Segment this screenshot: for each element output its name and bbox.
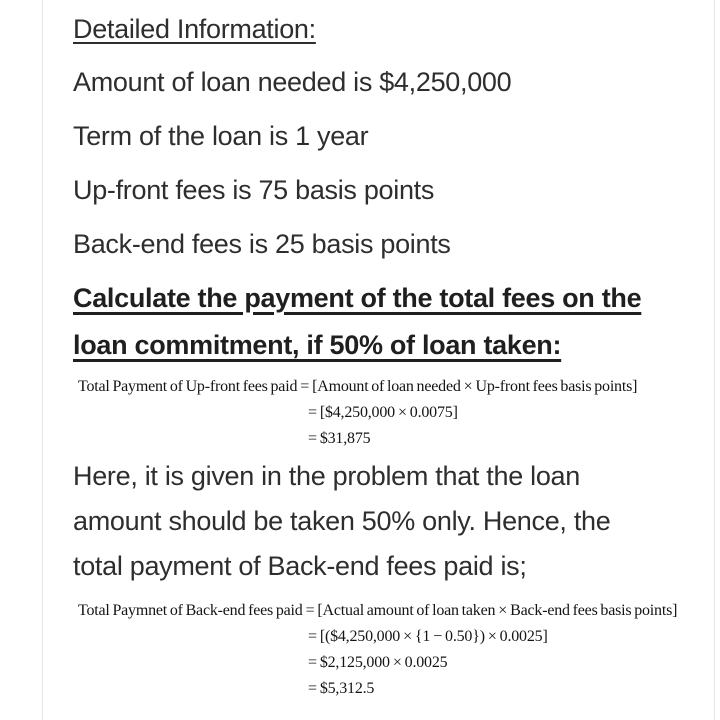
question-heading-line-2: loan commitment, if 50% of loan taken:: [73, 330, 562, 360]
formula-upfront-result: = $31,875: [308, 430, 371, 447]
explanation-line-1: Here, it is given in the problem that the loan: [73, 461, 580, 491]
fact-backend-fees: Back-end fees is 25 basis points: [73, 229, 451, 259]
formula-upfront-substitution: = [$4,250,000 × 0.0075]: [308, 404, 458, 421]
formula-backend-substitution: = [($4,250,000 × {1 − 0.50}) × 0.0025]: [308, 628, 548, 645]
fact-loan-amount: Amount of loan needed is $4,250,000: [73, 67, 512, 97]
explanation-line-2: amount should be taken 50% only. Hence, the: [73, 506, 611, 536]
explanation-line-3: total payment of Back-end fees paid is;: [73, 551, 527, 581]
formula-backend-result: = $5,312.5: [308, 680, 375, 697]
formula-backend-definition: Total Paymnet of Back-end fees paid = [Actual amount of loan taken × Back-end fees basis points]: [78, 602, 678, 619]
question-heading-line-1: Calculate the payment of the total fees on the: [73, 283, 642, 313]
formula-backend-fees: [73, 598, 712, 702]
left-divider-line: [42, 0, 43, 720]
document-content: [73, 14, 712, 702]
formula-upfront-definition: Total Payment of Up-front fees paid = [Amount of loan needed × Up-front fees basis points]: [78, 378, 638, 395]
question-heading: [73, 275, 712, 369]
explanation-paragraph: [73, 454, 712, 589]
section-heading-detailed-information: Detailed Information:: [73, 14, 316, 44]
formula-backend-intermediate: = $2,125,000 × 0.0025: [308, 654, 448, 671]
fact-upfront-fees: Up-front fees is 75 basis points: [73, 175, 435, 205]
right-divider-line: [714, 0, 715, 720]
formula-upfront-fees: [73, 374, 712, 452]
fact-loan-term: Term of the loan is 1 year: [73, 121, 369, 151]
